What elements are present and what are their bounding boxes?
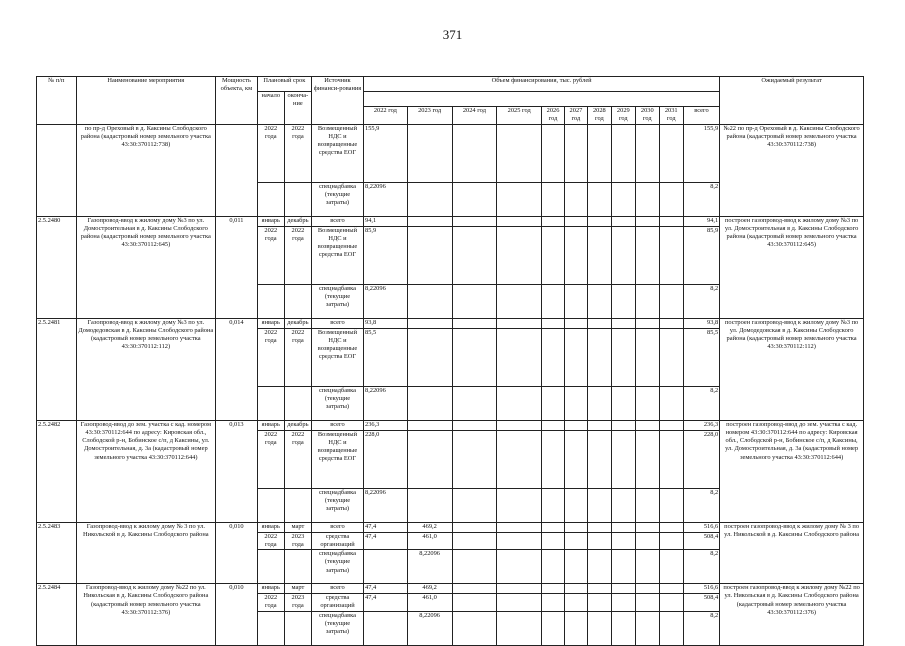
value-empty [497, 430, 542, 488]
item-name: Газопровод-ввод к жилому дому № 3 по ул. Никольской в д. Каксины Слободского района [76, 522, 216, 584]
value-empty [611, 182, 635, 216]
value-2023 [407, 488, 452, 522]
value-empty [587, 550, 611, 584]
value-empty [564, 284, 587, 318]
value-empty [497, 550, 542, 584]
item-name: Газопровод-ввод до зем. участка с кад. номером 43:30:370112:644 по адресу: Кировская обл., Слободской р-н, Бобинское с/п, д Каксины, ул. Домостроительная, д. 3а (кадастровый номер земельного участка 43:30:370112:644) [76, 420, 216, 522]
funding-source: спецнадбавка (текущие затраты) [311, 284, 363, 318]
funding-source: средства организаций [311, 532, 363, 550]
value-empty [542, 386, 565, 420]
value-2022: 228,0 [364, 430, 408, 488]
value-empty [452, 550, 497, 584]
value-total: 8,2 [683, 488, 720, 522]
value-empty [587, 328, 611, 386]
funding-source: всего [311, 522, 363, 532]
value-empty [564, 430, 587, 488]
value-empty [497, 328, 542, 386]
value-total: 516,6 [683, 522, 720, 532]
value-total: 8,2 [683, 182, 720, 216]
value-2023 [407, 420, 452, 430]
value-empty [659, 216, 683, 226]
value-2023 [407, 328, 452, 386]
term-start: 2022 года [257, 328, 284, 386]
item-capacity: 0,011 [216, 216, 258, 318]
funding-source: всего [311, 216, 363, 226]
value-2023 [407, 430, 452, 488]
value-empty [542, 216, 565, 226]
item-number: 2.5.2484 [37, 584, 77, 646]
value-2023 [407, 284, 452, 318]
value-empty [564, 386, 587, 420]
value-2023: 461,0 [407, 532, 452, 550]
value-total: 85,9 [683, 226, 720, 284]
item-capacity: 0,010 [216, 584, 258, 646]
expected-result: №22 по пр-д Ореховый в д. Каксины Слободского района (кадастровый номер земельного участка 43:30:370112:738) [720, 124, 864, 216]
item-number: 2.5.2480 [37, 216, 77, 318]
value-empty [497, 318, 542, 328]
value-empty [611, 386, 635, 420]
funding-source: спецнадбавка (текущие затраты) [311, 386, 363, 420]
value-empty [659, 594, 683, 612]
term-start [257, 488, 284, 522]
value-empty [611, 216, 635, 226]
term-end [284, 386, 311, 420]
value-empty [564, 584, 587, 594]
header-year: 2022 год [364, 107, 408, 125]
value-empty [452, 584, 497, 594]
value-2022: 47,4 [364, 532, 408, 550]
value-2022: 236,3 [364, 420, 408, 430]
value-empty [497, 226, 542, 284]
term-end: 2023 года [284, 594, 311, 612]
value-2023 [407, 124, 452, 182]
table-row [37, 318, 864, 328]
value-empty [564, 182, 587, 216]
value-empty [564, 216, 587, 226]
item-name: Газопровод-ввод к жилому дому №3 по ул. Домодедовская в д. Каксины Слободского района (кадастровый номер земельного участка 43:30:370112:112) [76, 318, 216, 420]
value-empty [542, 522, 565, 532]
value-empty [452, 318, 497, 328]
item-number: 2.5.2482 [37, 420, 77, 522]
term-end [284, 550, 311, 584]
term-end: 2022 года [284, 124, 311, 182]
value-empty [611, 550, 635, 584]
funding-source: спецнадбавка (текущие затраты) [311, 611, 363, 645]
value-empty [659, 550, 683, 584]
value-total: 85,5 [683, 328, 720, 386]
term-start: январь [257, 522, 284, 532]
term-end: 2022 года [284, 226, 311, 284]
term-start [257, 182, 284, 216]
value-empty [587, 420, 611, 430]
value-empty [659, 584, 683, 594]
term-start: 2022 года [257, 430, 284, 488]
value-total: 508,4 [683, 532, 720, 550]
header-year: 2030 год [635, 107, 659, 125]
value-empty [497, 594, 542, 612]
term-start [257, 611, 284, 645]
value-total: 236,3 [683, 420, 720, 430]
term-start: январь [257, 584, 284, 594]
value-empty [542, 226, 565, 284]
value-2023 [407, 216, 452, 226]
value-empty [587, 522, 611, 532]
value-empty [497, 584, 542, 594]
value-total: 93,8 [683, 318, 720, 328]
value-empty [452, 328, 497, 386]
value-empty [635, 226, 659, 284]
term-end [284, 488, 311, 522]
expected-result: построен газопровод-ввод к жилому дому №3 по ул. Домостроительная в д. Каксины Слободского района (кадастровый номер земельного участка 43:30:370112:645) [720, 216, 864, 318]
value-empty [452, 611, 497, 645]
value-2023: 8,22096 [407, 550, 452, 584]
expected-result: построен газопровод-ввод к жилому дому №22 по ул. Никольская в д. Каксины Слободского района (кадастровый номер земельного участка 43:30:370112:376) [720, 584, 864, 646]
value-empty [542, 488, 565, 522]
header-year: 2024 год [452, 107, 497, 125]
value-total: 8,2 [683, 611, 720, 645]
value-empty [497, 611, 542, 645]
value-empty [635, 584, 659, 594]
value-empty [659, 124, 683, 182]
value-empty [635, 420, 659, 430]
value-empty [497, 386, 542, 420]
funding-source: всего [311, 420, 363, 430]
value-empty [587, 226, 611, 284]
value-total: 228,0 [683, 430, 720, 488]
value-2022: 47,4 [364, 522, 408, 532]
term-end: март [284, 522, 311, 532]
value-empty [611, 124, 635, 182]
value-empty [452, 522, 497, 532]
value-empty [611, 532, 635, 550]
expected-result: построен газопровод-ввод к жилому дому № 3 по ул. Никольской в д. Каксины Слободского района [720, 522, 864, 584]
funding-source: Возмещенный НДС и возвращенные средства ЕОГ [311, 124, 363, 182]
funding-source: всего [311, 584, 363, 594]
value-empty [659, 488, 683, 522]
funding-source: спецнадбавка (текущие затраты) [311, 182, 363, 216]
value-total: 8,2 [683, 550, 720, 584]
funding-source: всего [311, 318, 363, 328]
value-empty [564, 594, 587, 612]
value-empty [564, 522, 587, 532]
value-2022 [364, 611, 408, 645]
header-year: 2028 год [587, 107, 611, 125]
value-2023: 8,22096 [407, 611, 452, 645]
value-empty [635, 318, 659, 328]
header-name: Наименование мероприятия [76, 77, 216, 125]
table-row [37, 216, 864, 226]
term-start: 2022 года [257, 594, 284, 612]
value-empty [452, 182, 497, 216]
value-empty [564, 420, 587, 430]
value-total: 516,6 [683, 584, 720, 594]
value-empty [635, 216, 659, 226]
item-name: Газопровод-ввод к жилому дому №22 по ул. Никольская в д. Каксины Слободского района (кадастровый номер земельного участка 43:30:370112:376) [76, 584, 216, 646]
value-2022: 47,4 [364, 594, 408, 612]
value-empty [452, 420, 497, 430]
term-end: март [284, 584, 311, 594]
value-empty [587, 386, 611, 420]
value-2023: 461,0 [407, 594, 452, 612]
header-year: 2026 год [542, 107, 565, 125]
value-empty [611, 594, 635, 612]
value-empty [659, 328, 683, 386]
value-empty [659, 284, 683, 318]
header-term-start: начало [257, 92, 284, 125]
value-empty [635, 522, 659, 532]
header-source: Источник финанси-рования [311, 77, 363, 125]
item-number: 2.5.2483 [37, 522, 77, 584]
item-capacity: 0,010 [216, 522, 258, 584]
header-year: 2027 год [564, 107, 587, 125]
value-empty [542, 532, 565, 550]
value-empty [635, 284, 659, 318]
value-empty [587, 532, 611, 550]
header-volume: Объем финансирования, тыс. рублей [364, 77, 720, 92]
value-2022: 93,8 [364, 318, 408, 328]
term-start: 2022 года [257, 532, 284, 550]
funding-source: Возмещенный НДС и возвращенные средства ЕОГ [311, 226, 363, 284]
value-empty [542, 594, 565, 612]
value-empty [542, 550, 565, 584]
value-2022: 8,22096 [364, 488, 408, 522]
value-empty [659, 182, 683, 216]
value-2023: 469,2 [407, 584, 452, 594]
funding-source: средства организаций [311, 594, 363, 612]
funding-source: Возмещенный НДС и возвращенные средства ЕОГ [311, 430, 363, 488]
term-end [284, 611, 311, 645]
value-2023: 469,2 [407, 522, 452, 532]
value-empty [452, 594, 497, 612]
value-2022: 94,1 [364, 216, 408, 226]
value-2022 [364, 550, 408, 584]
value-total: 94,1 [683, 216, 720, 226]
value-empty [611, 284, 635, 318]
value-empty [452, 216, 497, 226]
value-empty [542, 284, 565, 318]
value-empty [452, 124, 497, 182]
value-empty [587, 488, 611, 522]
header-term-end: оконча-ние [284, 92, 311, 125]
value-empty [452, 532, 497, 550]
item-capacity: 0,014 [216, 318, 258, 420]
value-empty [587, 611, 611, 645]
item-capacity: 0,013 [216, 420, 258, 522]
table-row [37, 584, 864, 594]
value-empty [542, 182, 565, 216]
value-empty [542, 318, 565, 328]
value-empty [587, 124, 611, 182]
value-empty [635, 386, 659, 420]
value-empty [497, 216, 542, 226]
value-empty [564, 318, 587, 328]
term-start [257, 550, 284, 584]
expected-result: построен газопровод-ввод до зем. участка с кад. номером 43:30:370112:644 по адресу: Кировская обл., Слободской р-н, Бобинское с/п, д Каксины, ул. Домостроительная, д. 3а (кадастровый номер земельного участка 43:30:370112:644) [720, 420, 864, 522]
header-year: 2029 год [611, 107, 635, 125]
term-end: декабрь [284, 318, 311, 328]
value-empty [587, 594, 611, 612]
value-2022: 8,22096 [364, 182, 408, 216]
value-empty [542, 584, 565, 594]
header-capacity: Мощность объекта, км [216, 77, 258, 125]
value-empty [452, 488, 497, 522]
value-empty [564, 550, 587, 584]
value-empty [497, 532, 542, 550]
term-start: январь [257, 318, 284, 328]
header-year: 2031 год [659, 107, 683, 125]
value-empty [659, 386, 683, 420]
expected-result: построен газопровод-ввод к жилому дому №3 по ул. Домодедовская в д. Каксины Слободского района (кадастровый номер земельного участка 43:30:370112:112) [720, 318, 864, 420]
value-2022: 8,22096 [364, 386, 408, 420]
value-empty [635, 532, 659, 550]
term-end: 2022 года [284, 430, 311, 488]
value-empty [635, 594, 659, 612]
header-result: Ожидаемый результат [720, 77, 864, 125]
funding-source: спецнадбавка (текущие затраты) [311, 550, 363, 584]
value-total: 8,2 [683, 386, 720, 420]
value-empty [587, 284, 611, 318]
value-empty [659, 226, 683, 284]
value-empty [587, 216, 611, 226]
value-empty [587, 430, 611, 488]
term-end [284, 182, 311, 216]
term-start: январь [257, 420, 284, 430]
table-row [37, 420, 864, 430]
value-empty [611, 522, 635, 532]
value-empty [542, 124, 565, 182]
table-row [37, 522, 864, 532]
value-empty [542, 611, 565, 645]
value-empty [542, 430, 565, 488]
item-capacity [216, 124, 258, 216]
value-2023 [407, 226, 452, 284]
table-row [37, 124, 864, 182]
value-empty [635, 328, 659, 386]
value-empty [659, 611, 683, 645]
value-empty [564, 611, 587, 645]
header-year: 2023 год [407, 107, 452, 125]
value-empty [635, 124, 659, 182]
value-empty [564, 226, 587, 284]
value-empty [497, 182, 542, 216]
value-empty [659, 420, 683, 430]
value-empty [497, 488, 542, 522]
value-empty [564, 532, 587, 550]
page-number: 371 [442, 27, 463, 42]
value-empty [564, 488, 587, 522]
value-empty [564, 328, 587, 386]
value-empty [611, 226, 635, 284]
term-start [257, 386, 284, 420]
header-year: всего [683, 107, 720, 125]
funding-source: Возмещенный НДС и возвращенные средства ЕОГ [311, 328, 363, 386]
value-2023 [407, 386, 452, 420]
term-start [257, 284, 284, 318]
value-empty [452, 284, 497, 318]
term-start: 2022 года [257, 124, 284, 182]
term-start: январь [257, 216, 284, 226]
term-end: 2023 года [284, 532, 311, 550]
value-empty [587, 318, 611, 328]
value-empty [497, 284, 542, 318]
term-end: декабрь [284, 216, 311, 226]
value-total: 8,2 [683, 284, 720, 318]
value-empty [497, 420, 542, 430]
value-empty [452, 226, 497, 284]
value-empty [659, 522, 683, 532]
value-2022: 85,9 [364, 226, 408, 284]
value-empty [635, 611, 659, 645]
value-empty [497, 522, 542, 532]
header-year: 2025 год [497, 107, 542, 125]
value-empty [611, 430, 635, 488]
value-2023 [407, 318, 452, 328]
item-number: 2.5.2481 [37, 318, 77, 420]
value-empty [659, 532, 683, 550]
term-end: 2022 года [284, 328, 311, 386]
header-term: Плановый срок [257, 77, 311, 92]
value-empty [542, 420, 565, 430]
value-empty [635, 430, 659, 488]
value-empty [659, 430, 683, 488]
financing-table [36, 76, 864, 646]
value-total: 155,9 [683, 124, 720, 182]
item-name: Газопровод-ввод к жилому дому №3 по ул. Домостроительная в д. Каксины Слободского района (кадастровый номер земельного участка 43:30:370112:645) [76, 216, 216, 318]
value-empty [659, 318, 683, 328]
value-empty [452, 386, 497, 420]
value-empty [611, 488, 635, 522]
term-end: декабрь [284, 420, 311, 430]
item-number [37, 124, 77, 216]
value-empty [587, 584, 611, 594]
value-empty [611, 611, 635, 645]
value-2023 [407, 182, 452, 216]
value-empty [452, 430, 497, 488]
funding-source: спецнадбавка (текущие затраты) [311, 488, 363, 522]
value-empty [611, 420, 635, 430]
value-2022: 8,22096 [364, 284, 408, 318]
term-start: 2022 года [257, 226, 284, 284]
value-empty [497, 124, 542, 182]
value-empty [564, 124, 587, 182]
value-empty [611, 584, 635, 594]
value-empty [587, 182, 611, 216]
value-empty [611, 328, 635, 386]
value-empty [611, 318, 635, 328]
value-2022: 155,9 [364, 124, 408, 182]
header-num: № п/п [37, 77, 77, 125]
term-end [284, 284, 311, 318]
value-total: 508,4 [683, 594, 720, 612]
value-empty [635, 550, 659, 584]
value-2022: 85,5 [364, 328, 408, 386]
value-empty [635, 182, 659, 216]
value-2022: 47,4 [364, 584, 408, 594]
value-empty [542, 328, 565, 386]
value-empty [635, 488, 659, 522]
item-name: по пр-д Ореховый в д. Каксины Слободского района (кадастровый номер земельного участка 43:30:370112:738) [76, 124, 216, 216]
